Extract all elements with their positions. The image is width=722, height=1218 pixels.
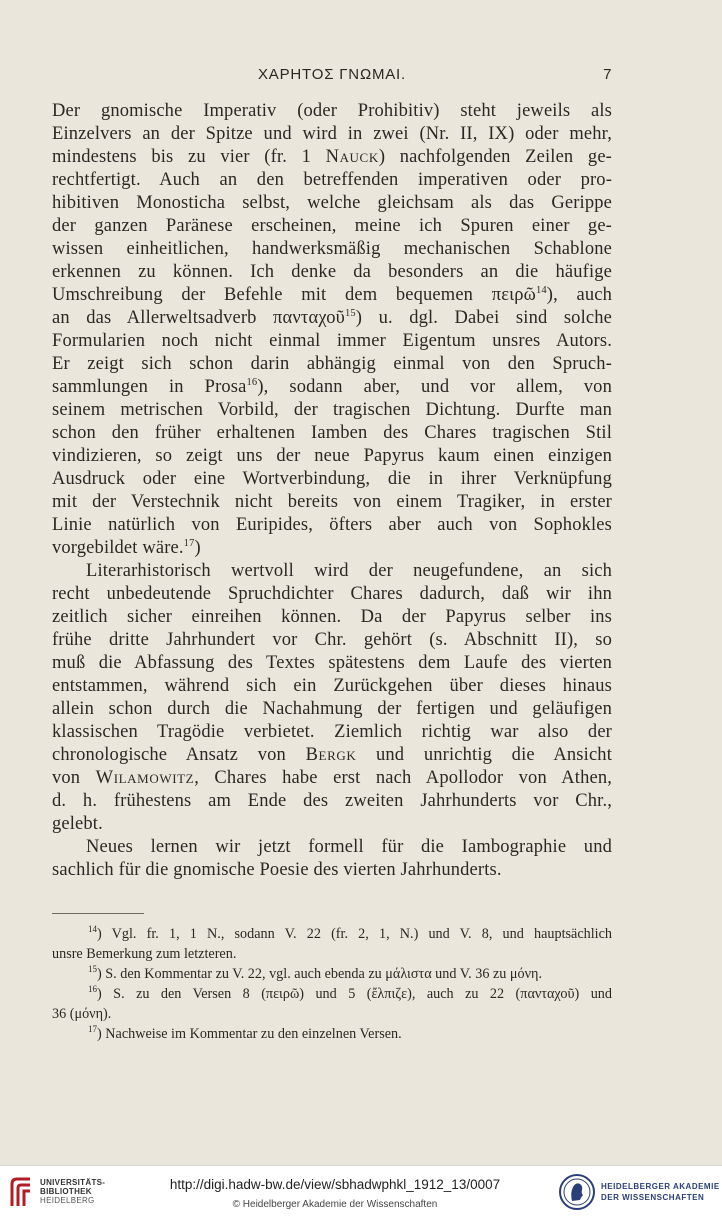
- footnote-ref: 15: [344, 308, 356, 319]
- text-line: hibitiven Monosticha selbst, welche gleichsam als das Gerippe: [52, 193, 612, 213]
- text-line: mindestens bis zu vier (fr. 1 Nauck) nachfolgenden Zeilen ge-: [52, 147, 612, 167]
- footnote-16: $^{16}$) S. zu den Versen 8 (πειρῶ) und 5 (ἔλπιζε), auch zu 22 (πανταχοῦ) und: [88, 984, 612, 1002]
- text-line: frühe dritte Jahrhundert vor Chr. gehört (s. Abschnitt II), so: [52, 630, 612, 650]
- text-line: Formularien noch nicht einmal immer Eigentum unsres Autors.: [52, 331, 612, 351]
- ub-logo-text: UNIVERSITÄTS- BIBLIOTHEK HEIDELBERG: [40, 1178, 106, 1205]
- text-line: Linie natürlich von Euripides, öfters aber auch von Sophokles: [52, 515, 612, 535]
- text-line: muß die Abfassung des Textes spätestens dem Laufe des vierten: [52, 653, 612, 673]
- text-line: vindizieren, so zeigt uns der neue Papyrus kaum einen einzigen: [52, 446, 612, 466]
- text-line: sammlungen in Prosa$^{16}$), sodann aber, und vor allem, von: [52, 377, 612, 397]
- text-line: chronologische Ansatz von Bergk und unrichtig die Ansicht: [52, 745, 612, 765]
- text-line: sachlich für die gnomische Poesie des vierten Jahrhunderts.: [52, 860, 502, 880]
- author-name: Bergk: [305, 745, 357, 765]
- text-line: Neues lernen wir jetzt formell für die Iambographie und: [86, 837, 612, 857]
- running-header: [52, 66, 612, 90]
- text-line: erkennen zu können. Ich denke da besonders an die häufige: [52, 262, 612, 282]
- text-line: mit der Verstechnik nicht bereits von einem Tragiker, in erster: [52, 492, 612, 512]
- ub-heidelberg-logo-icon[interactable]: [8, 1176, 36, 1208]
- viewer-footer: [0, 1165, 722, 1218]
- academy-logo-text: HEIDELBERGER AKADEMIE DER WISSENSCHAFTEN: [601, 1182, 720, 1202]
- text-line: d. h. frühestens am Ende des zweiten Jahrhunderts vor Chr.,: [52, 791, 612, 811]
- text-line: schon den früher erhaltenen Iamben des Chares tragischen Stil: [52, 423, 612, 443]
- footnote-ref: 14: [535, 285, 547, 296]
- text-line: Literarhistorisch wertvoll wird der neugefundene, an sich: [86, 561, 612, 581]
- text-line: gelebt.: [52, 814, 103, 834]
- running-title: ΧΑΡΗΤΟΣ ΓΝΩΜΑΙ.: [258, 66, 406, 83]
- copyright-notice: © Heidelberger Akademie der Wissenschaften: [232, 1199, 438, 1210]
- text-line: Er zeigt sich schon darin abhängig einmal von den Spruch-: [52, 354, 612, 374]
- text-line: klassischen Tragödie verbietet. Ziemlich richtig war also der: [52, 722, 612, 742]
- text-line: der ganzen Paränese erscheinen, meine ich Spuren einer ge-: [52, 216, 612, 236]
- footnote-16-cont: 36 (μόνη).: [52, 1006, 112, 1022]
- permalink-url[interactable]: http://digi.hadw-bw.de/view/sbhadwphkl_1912_13/0007: [169, 1177, 501, 1192]
- text-line: seinem metrischen Vorbild, der tragischen Dichtung. Durfte man: [52, 400, 612, 420]
- footnotes: [52, 924, 612, 1044]
- text-line: von Wilamowitz, Chares habe erst nach Apollodor von Athen,: [52, 768, 613, 788]
- text-line: recht unbedeutende Spruchdichter Chares dadurch, daß wir ihn: [52, 584, 612, 604]
- academy-seal-icon[interactable]: [558, 1173, 596, 1211]
- author-name: Wilamowitz: [95, 768, 195, 788]
- text-line: Ausdruck oder eine Wortverbindung, die in ihrer Verknüpfung: [52, 469, 612, 489]
- footnote-ref: 17: [183, 538, 195, 549]
- footnote-divider: [52, 913, 144, 914]
- author-name: Nauck: [325, 147, 379, 167]
- text-line: rechtfertigt. Auch an den betreffenden imperativen oder pro-: [52, 170, 612, 190]
- footnote-14-cont: unsre Bemerkung zum letzteren.: [52, 946, 237, 962]
- text-line: allein schon durch die Nachahmung der fertigen und geläufigen: [52, 699, 612, 719]
- text-line: Einzelvers an der Spitze und wird in zwei (Nr. II, IX) oder mehr,: [52, 124, 612, 144]
- text-line: Umschreibung der Befehle mit dem bequemen πειρῶ$^{14}$), auch: [52, 285, 612, 305]
- footnote-15: $^{15}$) S. den Kommentar zu V. 22, vgl. auch ebenda zu μάλιστα und V. 36 zu μόνη.: [88, 964, 543, 982]
- footnote-ref: 16: [246, 377, 258, 388]
- text-line: wissen einheitlichen, handwerksmäßig mechanischen Schablone: [52, 239, 612, 259]
- footnote-14: $^{14}$) Vgl. fr. 1, 1 N., sodann V. 22 (fr. 2, 1, N.) und V. 8, und hauptsächlich: [88, 924, 612, 942]
- text-line: vorgebildet wäre.$^{17}$): [52, 538, 201, 558]
- text-line: Der gnomische Imperativ (oder Prohibitiv) steht jeweils als: [52, 101, 612, 121]
- text-line: zeitlich sicher einreihen können. Da der Papyrus selber ins: [52, 607, 612, 627]
- footnote-17: $^{17}$) Nachweise im Kommentar zu den einzelnen Versen.: [88, 1024, 402, 1042]
- text-line: entstammen, während sich ein Zurückgehen über dieses hinaus: [52, 676, 612, 696]
- page-number: 7: [603, 66, 612, 83]
- text-line: an das Allerweltsadverb πανταχοῦ$^{15}$) u. dgl. Dabei sind solche: [52, 308, 612, 328]
- main-text: [52, 100, 612, 882]
